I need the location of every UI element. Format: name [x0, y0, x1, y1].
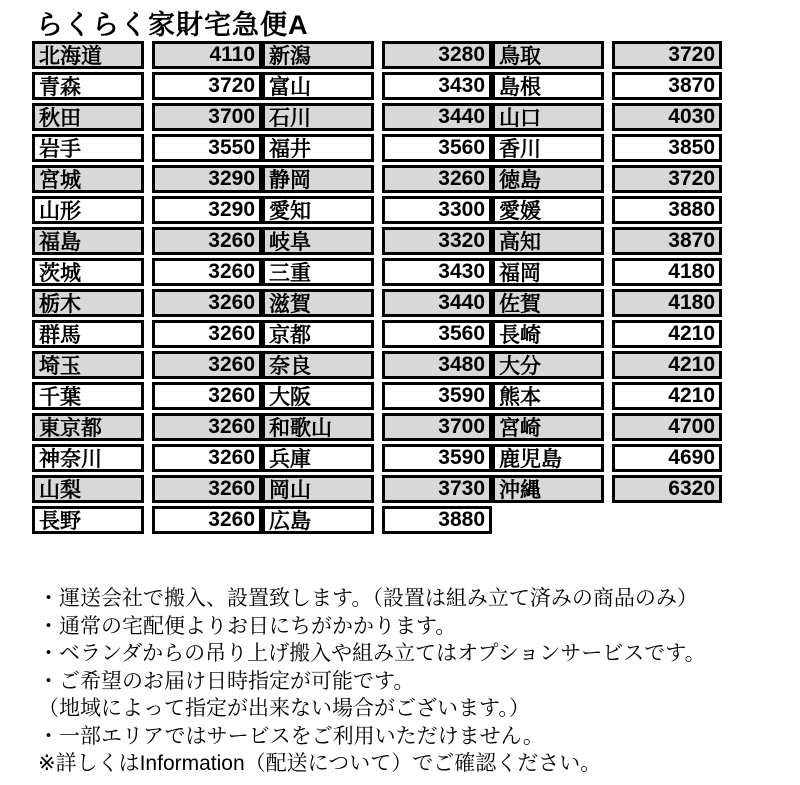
- fee-row: [262, 258, 492, 286]
- fee-row: [32, 134, 262, 162]
- fee-row: [262, 351, 492, 379]
- price-cell: 3320: [382, 227, 492, 255]
- price-cell: 3430: [382, 72, 492, 100]
- fee-row: [262, 41, 492, 69]
- prefecture-name-cell: 山形: [32, 196, 144, 224]
- note-line: ※詳しくはInformation（配送について）でご確認ください。: [38, 752, 602, 775]
- price-cell: 4180: [612, 258, 722, 286]
- prefecture-name-cell: 石川: [262, 103, 374, 131]
- prefecture-name-cell: 沖縄: [492, 475, 604, 503]
- price-cell: 3560: [382, 134, 492, 162]
- fee-row: [492, 258, 722, 286]
- fee-row: [32, 382, 262, 410]
- fee-row: [262, 382, 492, 410]
- note-line: ・一部エリアではサービスをご利用いただけません。: [38, 724, 544, 748]
- fee-row: [492, 444, 722, 472]
- prefecture-name-cell: 大分: [492, 351, 604, 379]
- price-cell: 3260: [382, 165, 492, 193]
- note-line: ・ご希望のお届け日時指定が可能です。: [38, 669, 415, 693]
- price-cell: 4690: [612, 444, 722, 472]
- page-title: らくらく家財宅急便A: [36, 10, 309, 40]
- price-cell: 3260: [152, 289, 262, 317]
- prefecture-name-cell: 熊本: [492, 382, 604, 410]
- notes: [38, 585, 798, 778]
- fee-row: [262, 444, 492, 472]
- prefecture-name-cell: 北海道: [32, 41, 144, 69]
- prefecture-name-cell: 栃木: [32, 289, 144, 317]
- price-cell: 4180: [612, 289, 722, 317]
- price-cell: 6320: [612, 475, 722, 503]
- fee-row: [262, 506, 492, 534]
- fee-row: [32, 506, 262, 534]
- price-cell: 4110: [152, 41, 262, 69]
- prefecture-name-cell: 和歌山: [262, 413, 374, 441]
- price-cell: 3290: [152, 196, 262, 224]
- price-cell: 3550: [152, 134, 262, 162]
- prefecture-name-cell: 埼玉: [32, 351, 144, 379]
- price-cell: 3590: [382, 382, 492, 410]
- fee-row: [262, 289, 492, 317]
- price-cell: 3260: [152, 258, 262, 286]
- prefecture-name-cell: 山梨: [32, 475, 144, 503]
- prefecture-name-cell: 宮崎: [492, 413, 604, 441]
- prefecture-name-cell: 高知: [492, 227, 604, 255]
- fee-row: [32, 444, 262, 472]
- price-cell: 3280: [382, 41, 492, 69]
- fee-row: [32, 351, 262, 379]
- fee-row: [262, 72, 492, 100]
- prefecture-name-cell: 奈良: [262, 351, 374, 379]
- prefecture-name-cell: 滋賀: [262, 289, 374, 317]
- prefecture-name-cell: 神奈川: [32, 444, 144, 472]
- note-line: ・運送会社で搬入、設置致します。（設置は組み立て済みの商品のみ）: [38, 587, 698, 610]
- price-cell: 3260: [152, 506, 262, 534]
- fee-row: [492, 165, 722, 193]
- price-cell: 4700: [612, 413, 722, 441]
- fee-row: [492, 382, 722, 410]
- prefecture-name-cell: 徳島: [492, 165, 604, 193]
- prefecture-name-cell: 秋田: [32, 103, 144, 131]
- fee-row: [262, 320, 492, 348]
- prefecture-name-cell: 兵庫: [262, 444, 374, 472]
- fee-row: [32, 196, 262, 224]
- fee-row: [262, 227, 492, 255]
- prefecture-name-cell: 富山: [262, 72, 374, 100]
- price-cell: 3260: [152, 382, 262, 410]
- price-cell: 3260: [152, 475, 262, 503]
- fee-row: [492, 413, 722, 441]
- price-cell: 3720: [612, 41, 722, 69]
- fee-row: [32, 227, 262, 255]
- prefecture-name-cell: 愛知: [262, 196, 374, 224]
- prefecture-name-cell: 福井: [262, 134, 374, 162]
- price-cell: 3560: [382, 320, 492, 348]
- prefecture-name-cell: 宮城: [32, 165, 144, 193]
- prefecture-name-cell: 青森: [32, 72, 144, 100]
- prefecture-name-cell: 京都: [262, 320, 374, 348]
- fee-row: [262, 103, 492, 131]
- prefecture-name-cell: 岐阜: [262, 227, 374, 255]
- prefecture-name-cell: 大阪: [262, 382, 374, 410]
- prefecture-name-cell: 三重: [262, 258, 374, 286]
- prefecture-name-cell: 群馬: [32, 320, 144, 348]
- fee-row: [492, 320, 722, 348]
- fee-row: [492, 41, 722, 69]
- prefecture-name-cell: 鳥取: [492, 41, 604, 69]
- price-cell: 4210: [612, 320, 722, 348]
- prefecture-name-cell: 岩手: [32, 134, 144, 162]
- fee-row: [32, 320, 262, 348]
- note-line: ・通常の宅配便よりお日にちがかかります。: [38, 614, 457, 638]
- fee-row: [262, 413, 492, 441]
- price-cell: 3870: [612, 227, 722, 255]
- fee-row: [492, 72, 722, 100]
- price-cell: 3700: [382, 413, 492, 441]
- fee-row: [262, 475, 492, 503]
- price-cell: 3260: [152, 413, 262, 441]
- price-cell: 4030: [612, 103, 722, 131]
- fee-row: [32, 103, 262, 131]
- fee-row: [32, 258, 262, 286]
- price-cell: 3430: [382, 258, 492, 286]
- price-cell: 3720: [152, 72, 262, 100]
- fee-row: [492, 134, 722, 162]
- price-cell: 3880: [612, 196, 722, 224]
- price-cell: 3720: [612, 165, 722, 193]
- fee-row: [492, 475, 722, 503]
- price-cell: 3440: [382, 103, 492, 131]
- fee-row: [32, 41, 262, 69]
- fee-row: [32, 289, 262, 317]
- price-cell: 3260: [152, 351, 262, 379]
- prefecture-name-cell: 広島: [262, 506, 374, 534]
- price-cell: 3300: [382, 196, 492, 224]
- note-line: ・ベランダからの吊り上げ搬入や組み立てはオプションサービスです。: [38, 642, 706, 665]
- price-cell: 3260: [152, 444, 262, 472]
- prefecture-name-cell: 福島: [32, 227, 144, 255]
- price-cell: 3870: [612, 72, 722, 100]
- prefecture-name-cell: 愛媛: [492, 196, 604, 224]
- prefecture-name-cell: 鹿児島: [492, 444, 604, 472]
- fee-row: [32, 72, 262, 100]
- price-cell: 3850: [612, 134, 722, 162]
- prefecture-name-cell: 長野: [32, 506, 144, 534]
- fee-row: [32, 165, 262, 193]
- price-cell: 3480: [382, 351, 492, 379]
- price-cell: 3590: [382, 444, 492, 472]
- price-cell: 3260: [152, 320, 262, 348]
- fee-row: [262, 196, 492, 224]
- prefecture-name-cell: 東京都: [32, 413, 144, 441]
- prefecture-name-cell: 香川: [492, 134, 604, 162]
- prefecture-name-cell: 福岡: [492, 258, 604, 286]
- price-cell: 3260: [152, 227, 262, 255]
- fee-row: [32, 475, 262, 503]
- prefecture-name-cell: 佐賀: [492, 289, 604, 317]
- prefecture-name-cell: 新潟: [262, 41, 374, 69]
- prefecture-name-cell: 山口: [492, 103, 604, 131]
- fee-row: [32, 413, 262, 441]
- fee-row: [492, 196, 722, 224]
- price-cell: 3700: [152, 103, 262, 131]
- fee-row: [492, 351, 722, 379]
- note-line: （地域によって指定が出来ない場合がございます。）: [38, 697, 530, 720]
- price-cell: 3440: [382, 289, 492, 317]
- prefecture-name-cell: 岡山: [262, 475, 374, 503]
- price-cell: 3290: [152, 165, 262, 193]
- price-cell: 3730: [382, 475, 492, 503]
- price-cell: 3880: [382, 506, 492, 534]
- fee-row: [492, 289, 722, 317]
- fee-table: [32, 41, 722, 534]
- fee-row: [262, 165, 492, 193]
- prefecture-name-cell: 静岡: [262, 165, 374, 193]
- price-cell: 4210: [612, 382, 722, 410]
- fee-row: [492, 227, 722, 255]
- fee-row: [262, 134, 492, 162]
- prefecture-name-cell: 島根: [492, 72, 604, 100]
- fee-row: [492, 103, 722, 131]
- prefecture-name-cell: 茨城: [32, 258, 144, 286]
- prefecture-name-cell: 千葉: [32, 382, 144, 410]
- price-cell: 4210: [612, 351, 722, 379]
- prefecture-name-cell: 長崎: [492, 320, 604, 348]
